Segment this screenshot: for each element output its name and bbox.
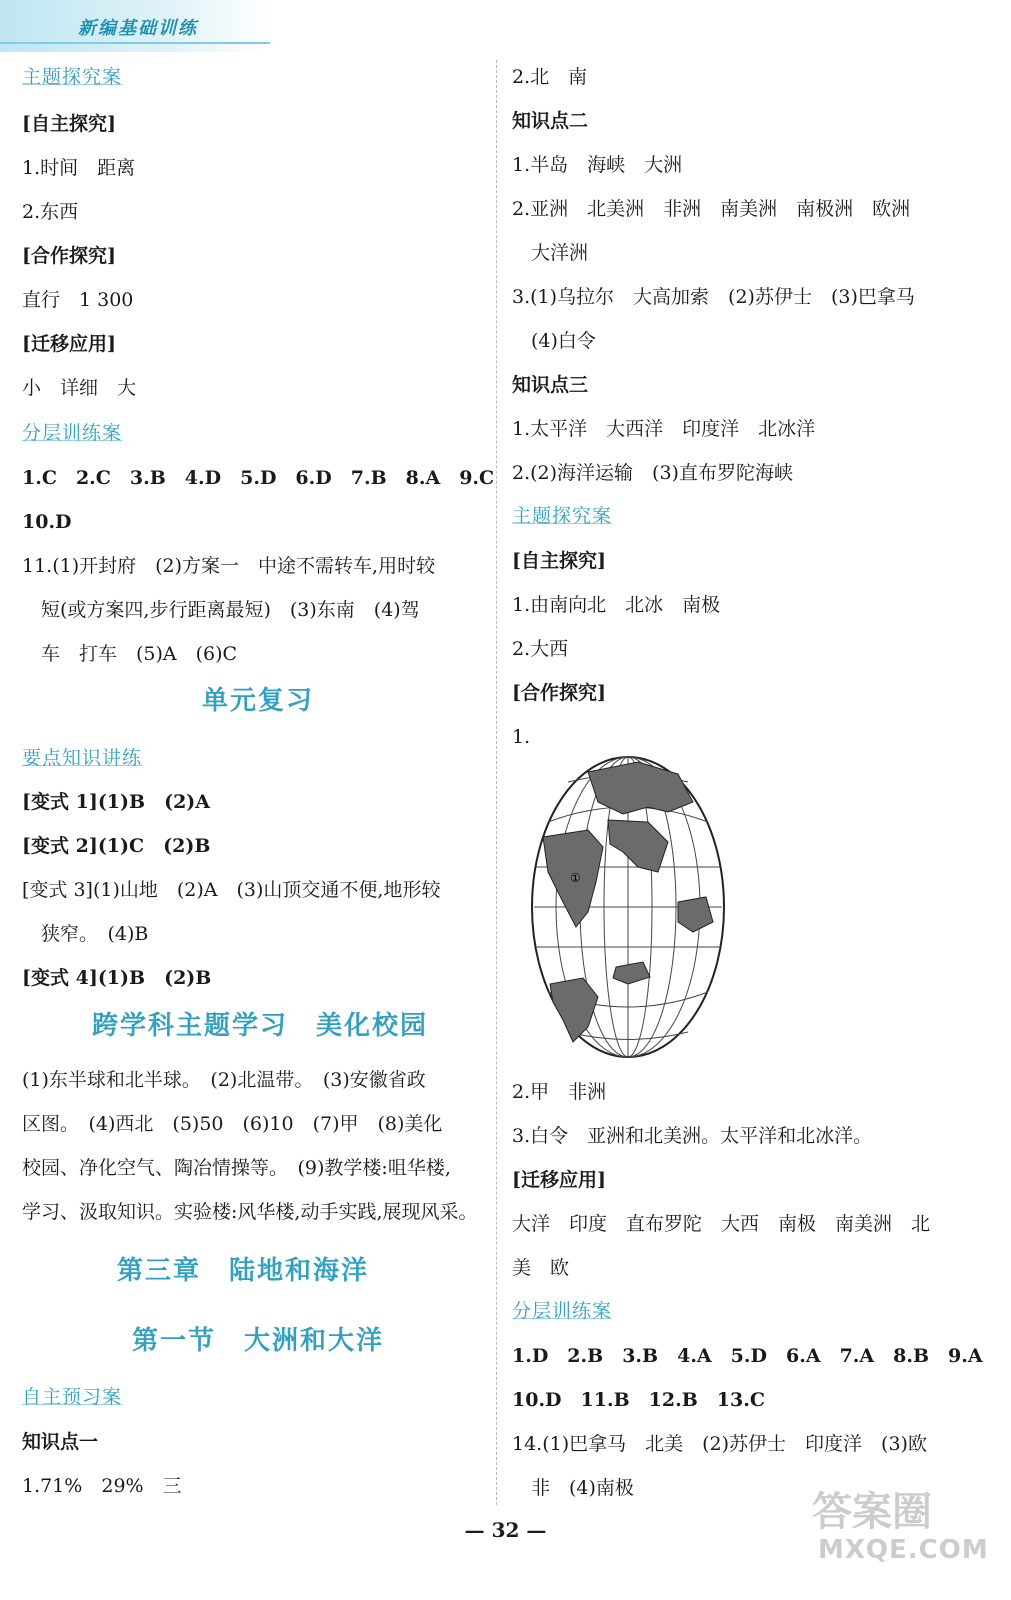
right-col-line: 10.D 11.B 12.B 13.C xyxy=(512,1389,765,1411)
left-col-line: [变式 2](1)C (2)B xyxy=(22,835,211,857)
right-col-line: 1. xyxy=(512,726,531,748)
right-col-line: 1.D 2.B 3.B 4.A 5.D 6.A 7.A 8.B 9.A xyxy=(512,1345,983,1367)
left-col-line: 1.C 2.C 3.B 4.D 5.D 6.D 7.B 8.A 9.C xyxy=(22,467,495,489)
watermark-url: MXQE.COM xyxy=(818,1535,989,1565)
left-col-line: 校园、净化空气、陶冶情操等。 (9)教学楼:咀华楼, xyxy=(22,1157,451,1179)
right-col-line: (4)白令 xyxy=(512,330,596,352)
left-col-line: 主题探究案 xyxy=(22,66,123,88)
left-col-line: (1)东半球和北半球。 (2)北温带。 (3)安徽省政 xyxy=(22,1069,426,1091)
right-col-line: 2.大西 xyxy=(512,638,569,660)
right-col-line: 3.白令 亚洲和北美洲。太平洋和北冰洋。 xyxy=(512,1125,873,1147)
left-col-line: 小 详细 大 xyxy=(22,377,137,399)
watermark-logo: 答案圈 xyxy=(812,1489,932,1535)
header-title: 新编基础训练 xyxy=(78,18,198,39)
section-heading: 单元复习 xyxy=(202,686,315,716)
right-col-line: 2.(2)海洋运输 (3)直布罗陀海峡 xyxy=(512,462,793,484)
right-col-line: 分层训练案 xyxy=(512,1300,613,1322)
left-col-line: 自主预习案 xyxy=(22,1386,123,1408)
right-col-line: 非 (4)南极 xyxy=(512,1477,634,1499)
left-col-line: [变式 1](1)B (2)A xyxy=(22,791,211,813)
world-map-figure xyxy=(528,752,728,1062)
left-col-line: 10.D xyxy=(22,511,72,533)
column-divider xyxy=(496,60,497,1505)
left-col-line: [变式 4](1)B (2)B xyxy=(22,967,212,989)
right-col-line: 1.半岛 海峡 大洲 xyxy=(512,154,683,176)
right-col-line: 主题探究案 xyxy=(512,505,613,527)
map-marker-label: ① xyxy=(570,871,581,885)
right-col-line: 知识点二 xyxy=(512,110,589,132)
left-col-line: 1.71% 29% 三 xyxy=(22,1475,182,1497)
left-col-line: 知识点一 xyxy=(22,1431,99,1453)
right-col-line: 1.由南向北 北冰 南极 xyxy=(512,594,721,616)
right-col-line: [迁移应用] xyxy=(512,1169,606,1191)
left-col-line: 区图。 (4)西北 (5)50 (6)10 (7)甲 (8)美化 xyxy=(22,1113,443,1135)
right-col-line: 知识点三 xyxy=(512,374,589,396)
section-heading: 第三章 陆地和海洋 xyxy=(117,1256,370,1286)
right-col-line: 3.(1)乌拉尔 大高加索 (2)苏伊士 (3)巴拿马 xyxy=(512,286,915,308)
right-col-line: [自主探究] xyxy=(512,550,606,572)
section-heading: 第一节 大洲和大洋 xyxy=(132,1326,385,1356)
right-col-line: 2.北 南 xyxy=(512,66,588,88)
left-col-line: 分层训练案 xyxy=(22,422,123,444)
left-col-line: 车 打车 (5)A (6)C xyxy=(22,643,238,665)
left-col-line: 11.(1)开封府 (2)方案一 中途不需转车,用时较 xyxy=(22,555,436,577)
left-col-line: 短(或方案四,步行距离最短) (3)东南 (4)驾 xyxy=(22,599,420,621)
right-col-line: 14.(1)巴拿马 北美 (2)苏伊士 印度洋 (3)欧 xyxy=(512,1433,927,1455)
world-map-svg xyxy=(528,752,728,1062)
left-col-line: 2.东西 xyxy=(22,201,79,223)
section-heading: 跨学科主题学习 美化校园 xyxy=(92,1011,429,1041)
left-col-line: [迁移应用] xyxy=(22,333,116,355)
right-col-line: 大洋 印度 直布罗陀 大西 南极 南美洲 北 xyxy=(512,1213,931,1235)
left-col-line: 直行 1 300 xyxy=(22,289,134,311)
left-col-line: [自主探究] xyxy=(22,113,116,135)
right-col-line: 大洋洲 xyxy=(512,242,589,264)
right-col-line: 1.太平洋 大西洋 印度洋 北冰洋 xyxy=(512,418,816,440)
left-col-line: 狭窄。 (4)B xyxy=(22,923,149,945)
right-col-line: 2.亚洲 北美洲 非洲 南美洲 南极洲 欧洲 xyxy=(512,198,911,220)
left-col-line: [合作探究] xyxy=(22,245,116,267)
page-number: — 32 — xyxy=(464,1518,547,1542)
left-col-line: 学习、汲取知识。实验楼:风华楼,动手实践,展现风采。 xyxy=(22,1201,478,1223)
left-col-line: [变式 3](1)山地 (2)A (3)山顶交通不便,地形较 xyxy=(22,879,441,901)
right-col-line: 美 欧 xyxy=(512,1257,570,1279)
header-rule xyxy=(0,42,270,44)
left-col-line: 要点知识讲练 xyxy=(22,747,143,769)
left-col-line: 1.时间 距离 xyxy=(22,157,136,179)
right-col-line: 2.甲 非洲 xyxy=(512,1081,607,1103)
right-col-line: [合作探究] xyxy=(512,682,606,704)
